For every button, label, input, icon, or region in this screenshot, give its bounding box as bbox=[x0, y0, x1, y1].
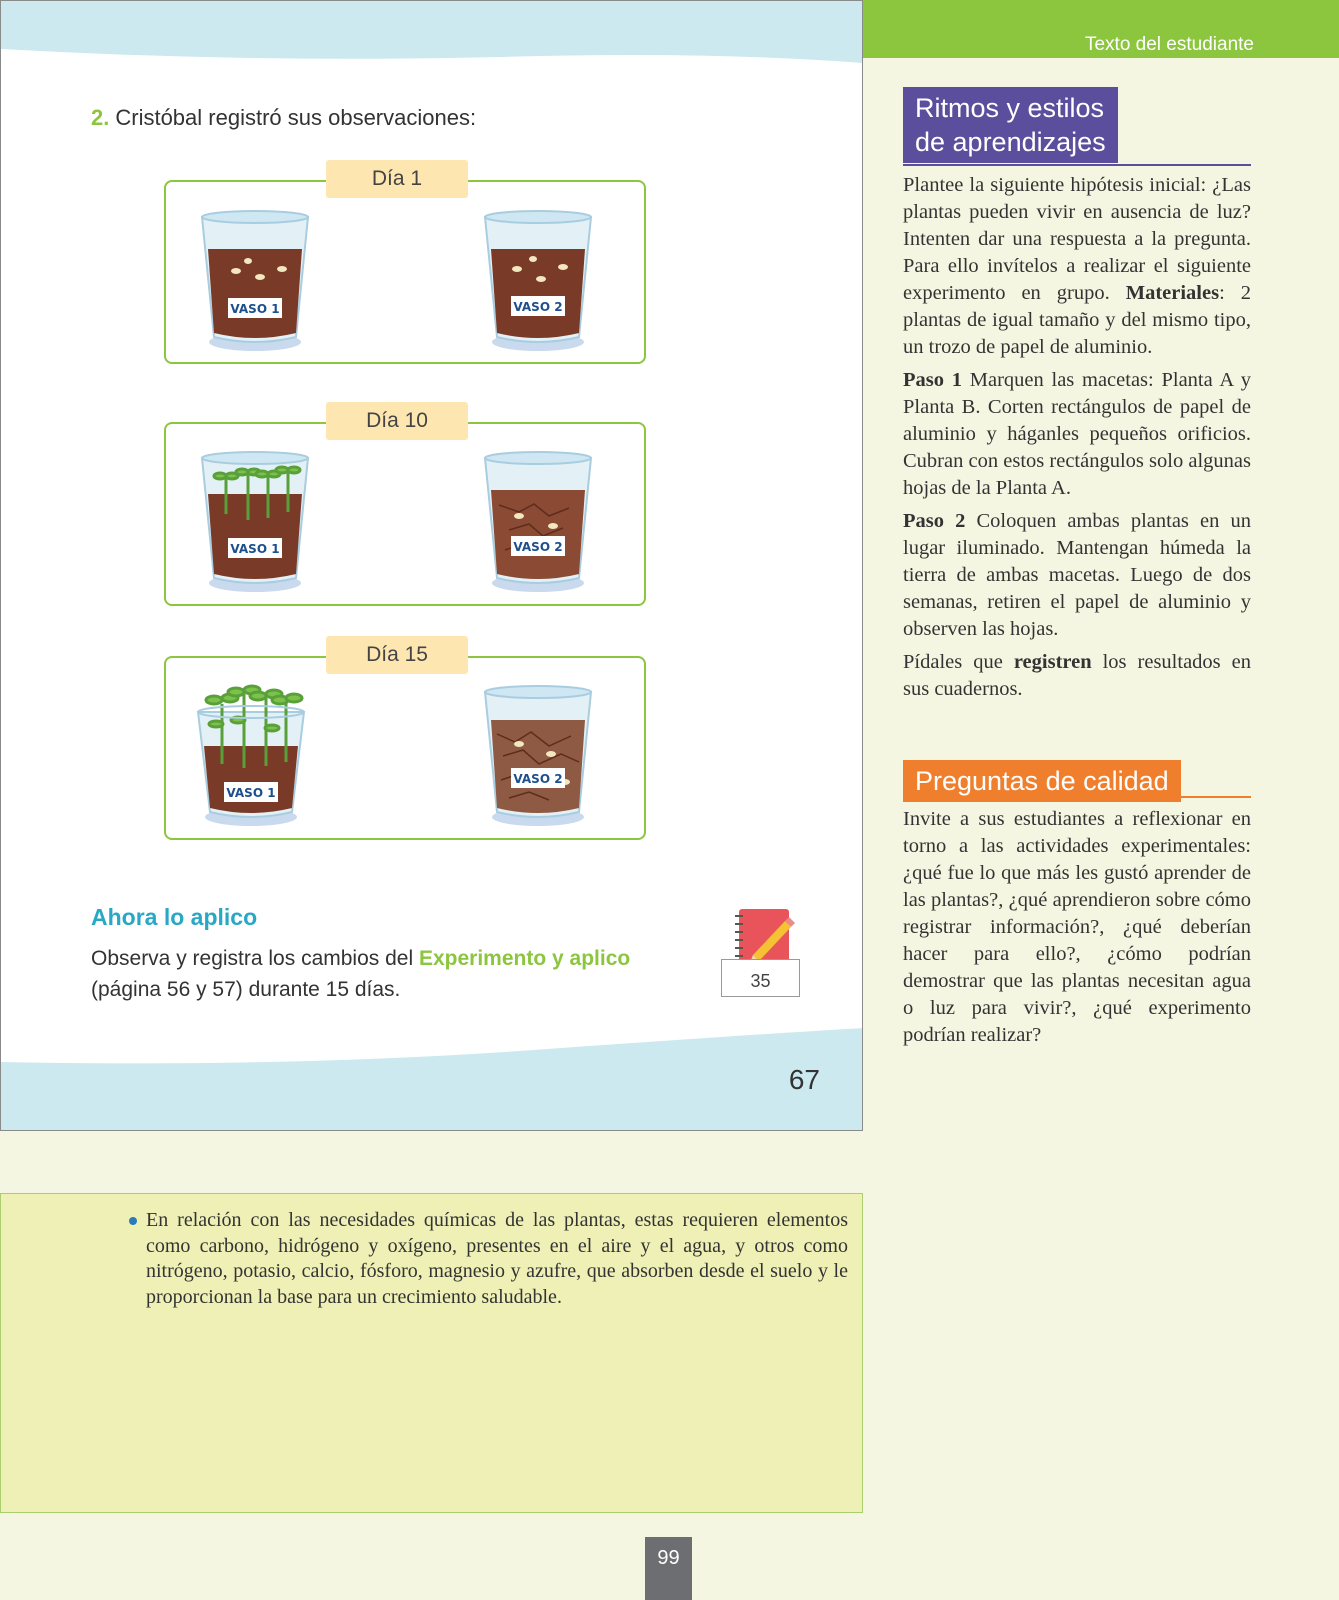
question-title bbox=[91, 105, 476, 131]
cup-label: VASO 2 bbox=[513, 540, 563, 554]
cup-2-dry bbox=[479, 684, 597, 834]
note-box bbox=[0, 1193, 863, 1513]
cup-2-dry bbox=[479, 450, 597, 600]
cup-label: VASO 1 bbox=[226, 786, 276, 800]
step-1-text: Marquen las macetas: Planta A y Planta B. Corten rectángulos de papel de aluminio y háganles pequeños orificios. Cubran con estos rectángulos solo algunas hojas de la Planta A. bbox=[903, 369, 1251, 499]
apply-instructions bbox=[91, 943, 651, 1005]
ritmos-title-line-1: Ritmos y estilos bbox=[915, 93, 1105, 123]
notebook-pencil-icon bbox=[733, 907, 795, 967]
apply-text-end: (página 56 y 57) durante 15 días. bbox=[91, 978, 401, 1001]
day-10-frame bbox=[164, 409, 646, 606]
day-label: Día 15 bbox=[326, 636, 468, 674]
student-page bbox=[0, 0, 863, 1131]
preguntas-rule bbox=[903, 796, 1251, 798]
step-2-text: Coloquen ambas plantas en un lugar iluminado. Mantengan húmeda la tierra de ambas macetas. Luego de dos semanas, retiren el papel de aluminio y observen las hojas. bbox=[903, 510, 1251, 640]
guide-page-number: 99 bbox=[645, 1537, 692, 1600]
record-paragraph bbox=[903, 649, 1251, 703]
cup-label: VASO 1 bbox=[230, 302, 280, 316]
cup-label: VASO 2 bbox=[513, 772, 563, 786]
step-1-label: Paso 1 bbox=[903, 369, 962, 391]
top-wave-decoration bbox=[1, 1, 863, 91]
cup-2-seeds bbox=[479, 209, 597, 359]
ritmos-title-line-2: de aprendizajes bbox=[915, 127, 1106, 157]
record-text-start: Pídales que bbox=[903, 651, 1014, 673]
experiment-link: Experimento y aplico bbox=[418, 947, 631, 970]
step-1-paragraph bbox=[903, 367, 1251, 502]
cup-label: VASO 1 bbox=[230, 542, 280, 556]
question-number: 2. bbox=[91, 105, 110, 130]
cup-label: VASO 2 bbox=[513, 300, 563, 314]
ritmos-title bbox=[903, 87, 1118, 163]
cup-1-plants bbox=[192, 684, 310, 834]
record-text-end: los resultados en sus cuadernos. bbox=[903, 651, 1251, 700]
ritmos-body bbox=[903, 172, 1251, 709]
day-1-frame bbox=[164, 167, 646, 364]
question-text: Cristóbal registró sus observaciones: bbox=[115, 105, 477, 130]
ritmos-paragraph bbox=[903, 172, 1251, 361]
notebook-page-number: 35 bbox=[721, 959, 800, 997]
ritmos-rule bbox=[903, 164, 1251, 166]
cup-1-sprouts bbox=[196, 450, 314, 600]
apply-text-start: Observa y registra los cambios del bbox=[91, 947, 419, 970]
note-text: En relación con las necesidades químicas de las plantas, estas requieren elementos como carbono, hidrógeno y oxígeno, presentes en el aire y el agua, y otros como nitrógeno, potasio, calcio, fósforo, magnesio y azufre, que absorben desde el suelo y le proporcionan la base para un crecimiento saludable. bbox=[146, 1209, 848, 1308]
materials-label: Materiales bbox=[1125, 282, 1220, 304]
preguntas-title: Preguntas de calidad bbox=[903, 760, 1181, 802]
step-2-paragraph bbox=[903, 508, 1251, 643]
cup-1-seeds bbox=[196, 209, 314, 359]
bottom-wave-decoration bbox=[1, 1020, 863, 1130]
apply-title: Ahora lo aplico bbox=[91, 904, 258, 930]
ritmos-intro: Plantee la siguiente hipótesis inicial: ¿Las plantas pueden vivir en ausencia de luz? Intenten dar una respuesta a la pregunta. Para ello invítelos a realizar el siguiente experimento en grupo. bbox=[903, 174, 1251, 304]
day-15-frame bbox=[164, 643, 646, 840]
bullet-icon bbox=[129, 1217, 137, 1225]
day-label: Día 1 bbox=[326, 160, 468, 198]
step-2-label: Paso 2 bbox=[903, 510, 966, 532]
section-header-bar bbox=[863, 0, 1339, 58]
record-bold: registren bbox=[1013, 651, 1092, 673]
day-label: Día 10 bbox=[326, 402, 468, 440]
materials-text: : 2 plantas de igual tamaño y del mismo tipo, un trozo de papel de aluminio. bbox=[903, 282, 1251, 358]
notebook-reference bbox=[721, 907, 801, 997]
preguntas-body: Invite a sus estudiantes a reflexionar en torno a las actividades experimentales: ¿qué fue lo que más les gustó aprender de las plantas?, ¿qué aprendieron sobre cómo registrar información?, ¿qué deberían hacer para ello?, ¿cómo podrían demostrar que las plantas necesitan agua o luz para vivir?, ¿qué experimento podrían realizar? bbox=[903, 808, 1251, 1046]
student-page-number: 67 bbox=[788, 1064, 820, 1095]
header-label: Texto del estudiante bbox=[1084, 34, 1254, 55]
